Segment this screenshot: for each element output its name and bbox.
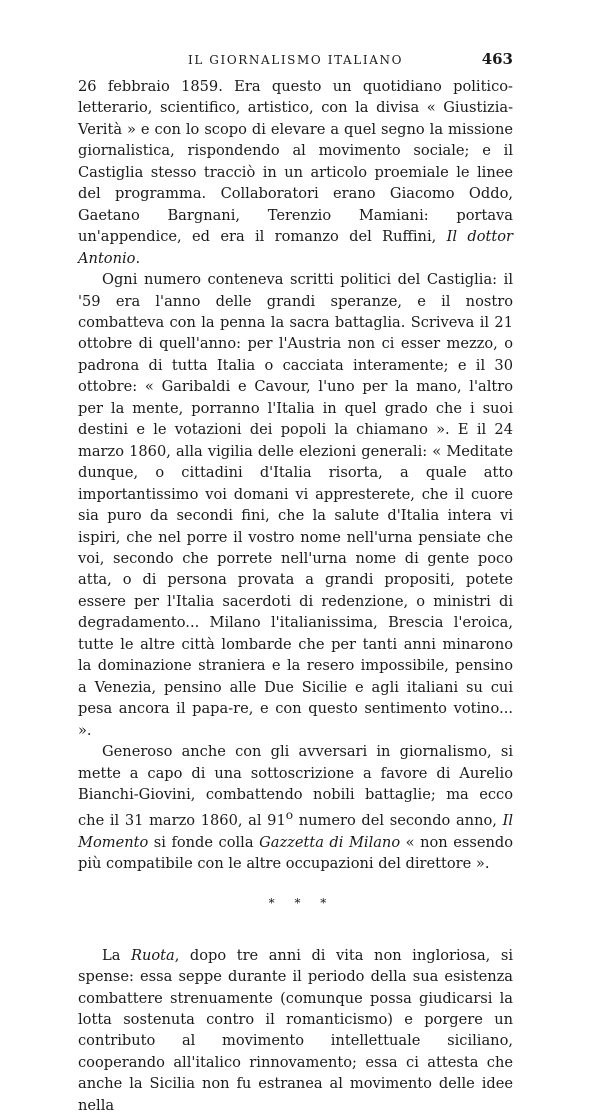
paragraph-3-text-a: Generoso anche con gli avversari in giornalismo, si mette a capo di una sottoscrizione a favore di Aurelio Bianchi-Giovini, combattendo nobili battaglie; ma ecco che il 31 marzo 1860, al 91 xyxy=(78,743,513,830)
paragraph-1-end: . xyxy=(135,249,141,267)
paragraph-4 xyxy=(78,945,513,1116)
separator-gap xyxy=(78,935,513,945)
paragraph-4-text-a: La xyxy=(102,946,131,964)
paragraph-3-text-b: numero del secondo anno, xyxy=(293,812,503,830)
paragraph-3-text-d: « non essendo più compatibile con le altre occupazioni del direttore ». xyxy=(78,833,513,873)
paragraph-4-text-b: , dopo tre anni di vita non ingloriosa, si spense: essa seppe durante il periodo della sua esistenza combattere strenuamente (comunque possa giudicarsi la lotta sostenuta contro il romanticismo) e porgere un contributo al movimento intellettuale siciliano, cooperando all'italico rinnovamento; essa ci attesta che anche la Sicilia non fu estranea al movimento delle idee nella xyxy=(78,946,514,1114)
paragraph-3-text-c: si fonde colla xyxy=(148,833,260,851)
paragraph-1 xyxy=(78,76,513,269)
running-title: IL GIORNALISMO ITALIANO xyxy=(187,53,404,67)
newspaper-title-italic: Il Momento xyxy=(78,812,513,851)
newspaper-title-italic-2: Gazzetta di Milano xyxy=(259,833,401,851)
page-number: 463 xyxy=(481,50,513,68)
running-head xyxy=(78,50,513,70)
paragraph-1-text: 26 febbraio 1859. Era questo un quotidiano politico-letterario, scientifico, artistico, con la divisa « Giustizia-Verità » e con lo scopo di elevare a quel segno la missione giornalistica, rispondendo al movimento sociale; e il Castiglia stesso tracciò in un articolo proemiale le linee del programma. Collaboratori erano Giacomo Oddo, Gaetano Bargnani, Terenzio Mamiani: portava un'appendice, ed era il romanzo del Ruffini, xyxy=(78,78,513,246)
book-title-italic: Il dottor Antonio xyxy=(78,228,513,267)
section-separator: * * * xyxy=(268,895,335,910)
paragraph-2: Ogni numero conteneva scritti politici del Castiglia: il '59 era l'anno delle grandi speranze, e il nostro combatteva con la penna la sacra battaglia. Scriveva il 21 ottobre di quell'anno: per l'Austria non ci esser mezzo, o padrona di tutta Italia o cacciata interamente; e il 30 ottobre: « Garibaldi e Cavour, l'uno per la mano, l'altro per la mente, porranno l'Italia in quel grado che i suoi destini e le votazioni dei popoli la chiamano ». E il 24 marzo 1860, alla vigilia delle elezioni generali: « Meditate dunque, o cittadini d'Italia risorta, a quale atto importantissimo voi domani vi appresterete, che il cuore sia puro da secondi fini, che la salute d'Italia intera vi ispiri, che nel porre il vostro nome nell'urna pensiate che voi, secondo che porrete nell'urna nome di gente poco atta, o di persona provata a grandi propositi, potete essere per l'Italia sacerdoti di redenzione, o ministri di degradamento... Milano l'italianissima, Brescia l'eroica, tutte le altre città lombarde che per tanti anni minarono la dominazione straniera e la resero impossibile, pensino a Venezia, pensino alle Due Sicilie e agli italiani su cui pesa ancora il papa-re, e con questo sentimento votino... ». xyxy=(78,271,513,739)
paragraph-3 xyxy=(78,741,513,875)
body-text xyxy=(78,76,513,1116)
ordinal-superscript: o xyxy=(285,808,294,823)
journal-title-italic: Ruota xyxy=(130,946,175,964)
